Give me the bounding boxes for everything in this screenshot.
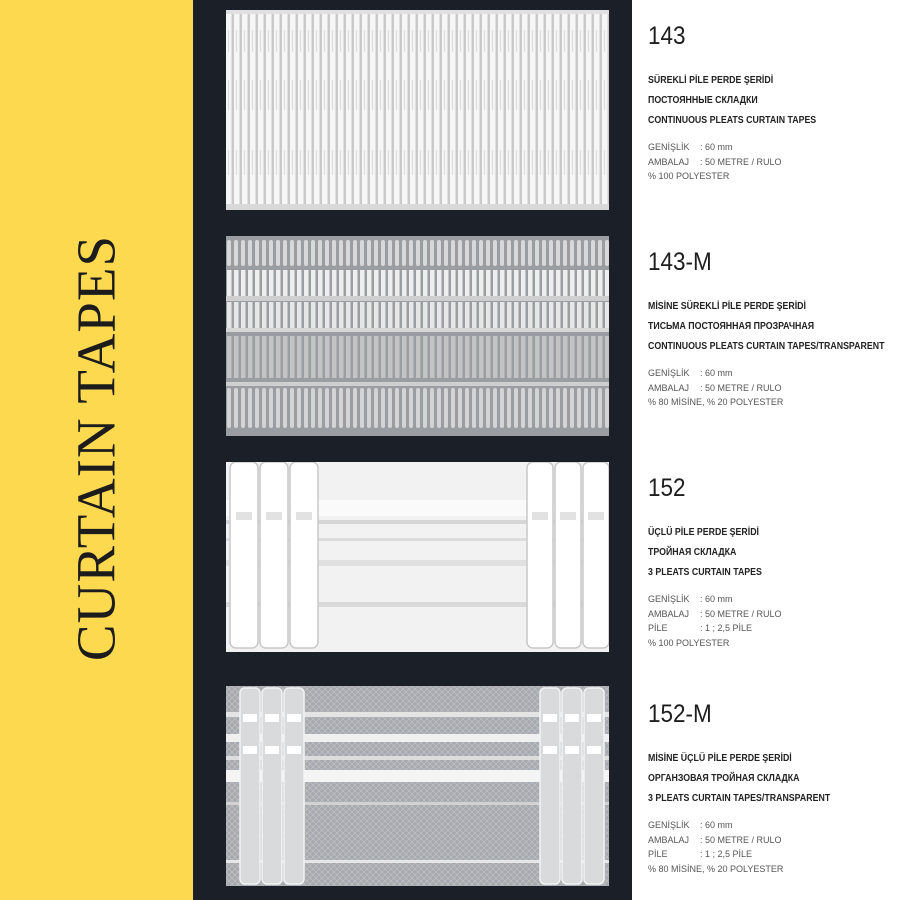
spec-row xyxy=(648,140,898,155)
spec-key: PİLE xyxy=(648,849,668,859)
tape-photo-143-m xyxy=(226,236,609,436)
product-code: 152-M xyxy=(648,700,712,728)
spec-row xyxy=(648,169,898,184)
tape-photo-143 xyxy=(226,10,609,210)
product-name-en: CONTINUOUS PLEATS CURTAIN TAPES/TRANSPARENT xyxy=(648,341,885,352)
spec-row xyxy=(648,862,898,877)
product-name-en: CONTINUOUS PLEATS CURTAIN TAPES xyxy=(648,115,817,126)
tape-photo-152-m xyxy=(226,686,609,886)
spec-value: : 50 METRE / RULO xyxy=(700,156,782,167)
tape-photo-152 xyxy=(226,462,609,652)
sidebar xyxy=(0,0,193,900)
spec-key: PİLE xyxy=(648,623,668,633)
spec-row xyxy=(648,621,898,636)
spec-value: : 50 METRE / RULO xyxy=(700,382,782,393)
spec-key: GENİŞLİK xyxy=(648,142,690,152)
spec-row xyxy=(648,155,898,170)
product-name-en: 3 PLEATS CURTAIN TAPES/TRANSPARENT xyxy=(648,793,831,804)
spec-value: : 50 METRE / RULO xyxy=(700,608,782,619)
product-info-152 xyxy=(648,474,898,650)
spec-value: % 80 MİSİNE, % 20 POLYESTER xyxy=(648,397,784,407)
spec-key: GENİŞLİK xyxy=(648,594,690,604)
spec-value: % 100 POLYESTER xyxy=(648,637,730,648)
spec-row xyxy=(648,607,898,622)
product-name-tr: ÜÇLÜ PİLE PERDE ŞERİDİ xyxy=(648,527,760,538)
spec-value: : 60 mm xyxy=(700,594,733,604)
spec-key: GENİŞLİK xyxy=(648,368,690,378)
spec-row xyxy=(648,366,898,381)
product-name-ru: ТИСЬМА ПОСТОЯННАЯ ПРОЗРАЧНАЯ xyxy=(648,321,815,332)
spec-key: GENİŞLİK xyxy=(648,820,690,830)
spec-row xyxy=(648,636,898,651)
spec-key: AMBALAJ xyxy=(648,608,690,619)
spec-row xyxy=(648,818,898,833)
spec-value: : 60 mm xyxy=(700,820,733,830)
spec-value: : 1 ; 2,5 PİLE xyxy=(700,849,753,859)
product-code: 143-M xyxy=(648,248,712,276)
spec-value: : 60 mm xyxy=(700,142,733,152)
product-info-143-m xyxy=(648,248,898,410)
spec-value: : 60 mm xyxy=(700,368,733,378)
product-info-143 xyxy=(648,22,898,184)
product-photo-column xyxy=(193,0,632,900)
product-code: 143 xyxy=(648,22,686,50)
spec-value: : 50 METRE / RULO xyxy=(700,834,782,845)
spec-row xyxy=(648,833,898,848)
sidebar-title: CURTAIN TAPES xyxy=(65,234,127,662)
spec-row xyxy=(648,381,898,396)
product-name-en: 3 PLEATS CURTAIN TAPES xyxy=(648,567,762,578)
product-info-152-m xyxy=(648,700,898,876)
spec-row xyxy=(648,592,898,607)
spec-key: AMBALAJ xyxy=(648,834,690,845)
product-name-ru: ОРГАНЗОВАЯ ТРОЙНАЯ СКЛАДКА xyxy=(648,773,800,784)
spec-row xyxy=(648,847,898,862)
product-name-tr: MİSİNE SÜREKLİ PİLE PERDE ŞERİDİ xyxy=(648,301,806,312)
spec-key: AMBALAJ xyxy=(648,382,690,393)
product-name-ru: ТРОЙНАЯ СКЛАДКА xyxy=(648,547,737,558)
product-name-ru: ПОСТОЯННЫЕ СКЛАДКИ xyxy=(648,95,758,106)
spec-value: : 1 ; 2,5 PİLE xyxy=(700,623,753,633)
spec-value: % 100 POLYESTER xyxy=(648,171,730,181)
spec-row xyxy=(648,395,898,410)
product-name-tr: MİSİNE ÜÇLÜ PİLE PERDE ŞERİDİ xyxy=(648,753,792,764)
product-code: 152 xyxy=(648,474,686,502)
spec-value: % 80 MİSİNE, % 20 POLYESTER xyxy=(648,863,784,874)
product-name-tr: SÜREKLİ PİLE PERDE ŞERİDİ xyxy=(648,75,774,86)
spec-key: AMBALAJ xyxy=(648,156,690,167)
